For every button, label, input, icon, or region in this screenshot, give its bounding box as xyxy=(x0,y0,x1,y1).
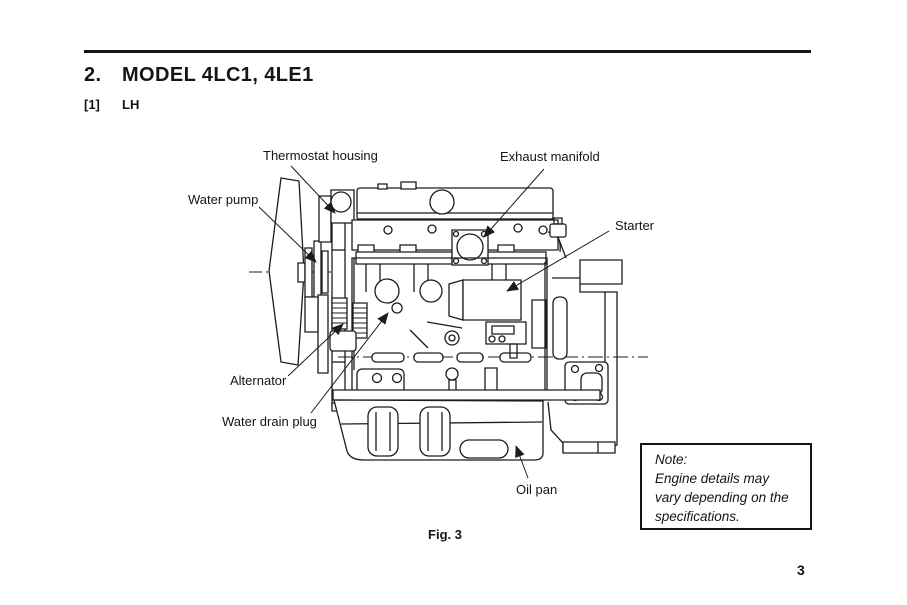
sub-label: LH xyxy=(122,97,140,112)
note-box xyxy=(640,443,812,530)
valve-cover xyxy=(357,182,553,220)
thermostat-housing-part xyxy=(331,190,354,223)
label-exhaust-manifold: Exhaust manifold xyxy=(500,149,600,164)
oil-pan-group xyxy=(333,390,600,460)
sub-index: [1] xyxy=(84,97,100,112)
note-title: Note: xyxy=(655,452,688,467)
label-oil-pan: Oil pan xyxy=(516,482,558,497)
label-starter: Starter xyxy=(615,218,655,233)
top-rule xyxy=(84,50,811,53)
label-thermostat-housing: Thermostat housing xyxy=(263,148,378,163)
note-line: vary depending on the xyxy=(655,490,789,505)
oil-filler-cap xyxy=(430,190,454,214)
note-line: Engine details may xyxy=(655,471,770,486)
section-heading xyxy=(84,64,314,87)
figure-caption: Fig. 3 xyxy=(428,527,462,542)
label-alternator: Alternator xyxy=(230,373,287,388)
sub-heading xyxy=(84,97,139,112)
alternator-group xyxy=(330,298,367,351)
water-drain-plug-part xyxy=(392,303,402,313)
note-line: specifications. xyxy=(655,509,740,524)
section-title: MODEL 4LC1, 4LE1 xyxy=(122,64,314,86)
label-water-pump: Water pump xyxy=(188,192,259,207)
section-number: 2. xyxy=(84,64,102,86)
label-water-drain-plug: Water drain plug xyxy=(222,414,317,429)
page-number: 3 xyxy=(797,562,805,578)
